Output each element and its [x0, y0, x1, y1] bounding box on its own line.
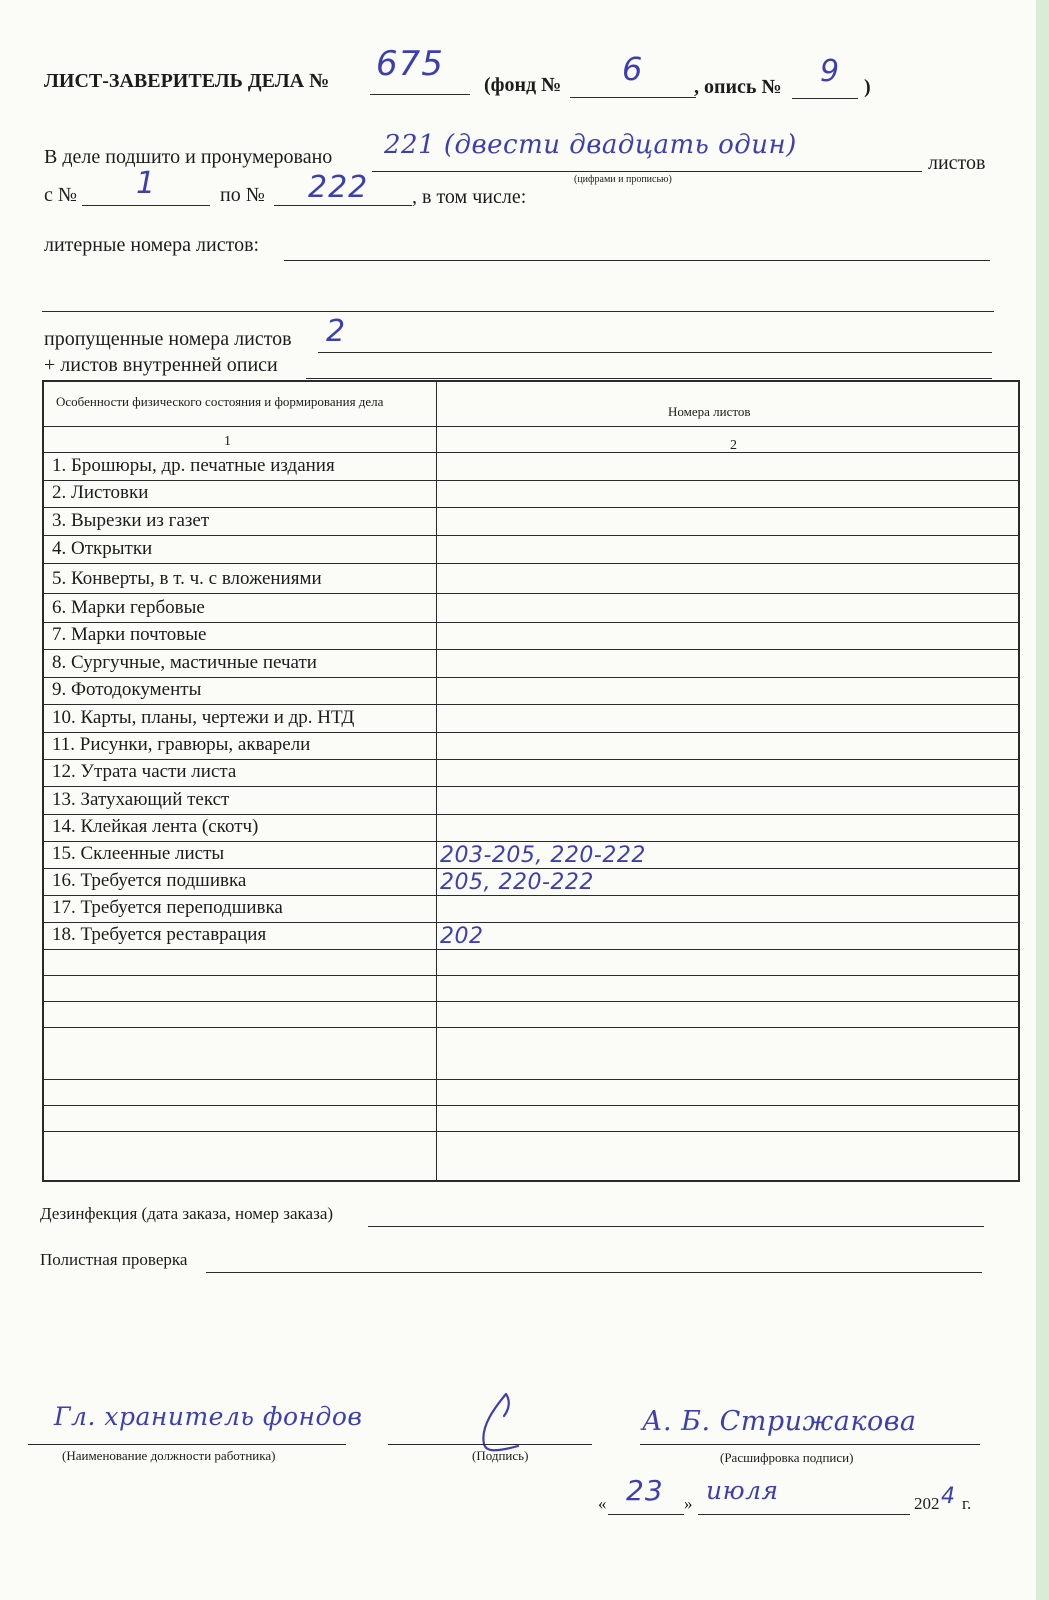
row-label: 14. Клейкая лента (скотч) [52, 816, 259, 837]
sheets-count-label: В деле подшито и пронумеровано [44, 146, 333, 168]
date-day: 23 [626, 1474, 664, 1507]
date-year-digit: 4 [941, 1484, 956, 1509]
table-row [44, 535, 1018, 563]
opis-number: 9 [820, 54, 841, 89]
position-caption: (Наименование должности работника) [62, 1448, 276, 1463]
sheets-count-caption: (цифрами и прописью) [574, 174, 672, 185]
table-row [44, 480, 1018, 507]
row-label: 18. Требуется реставрация [52, 924, 267, 945]
row-label: 5. Конверты, в т. ч. с вложениями [52, 568, 322, 589]
date-month-line [698, 1514, 910, 1515]
empty-row [44, 1131, 1018, 1132]
row-label: 13. Затухающий текст [52, 789, 230, 810]
row-value: 203-205, 220-222 [440, 843, 646, 868]
name-caption: (Расшифровка подписи) [720, 1450, 854, 1465]
table-row [44, 507, 1018, 535]
fond-label: (фонд № [484, 74, 562, 96]
table-row [44, 622, 1018, 649]
row-label: 10. Карты, планы, чертежи и др. НТД [52, 707, 355, 728]
table-row [44, 649, 1018, 677]
table-row [44, 814, 1018, 841]
row-label: 15. Склеенные листы [52, 843, 225, 864]
table-row [44, 922, 1018, 949]
table-row [44, 732, 1018, 759]
row-label: 12. Утрата части листа [52, 761, 237, 782]
disinfection-line [368, 1226, 984, 1227]
column-1-header: Особенности физического состояния и формирования дела [56, 394, 384, 409]
row-label: 8. Сургучные, мастичные печати [52, 652, 317, 673]
date-month: июля [706, 1476, 779, 1505]
inner-inventory-label: + листов внутренней описи [44, 354, 278, 376]
row-value: 205, 220-222 [440, 870, 594, 895]
row-label: 3. Вырезки из газет [52, 510, 210, 531]
condition-table [42, 380, 1020, 1182]
empty-row [44, 949, 1018, 950]
sheets-count-line [372, 171, 922, 172]
page-check-line [206, 1272, 982, 1273]
disinfection-label: Дезинфекция (дата заказа, номер заказа) [40, 1204, 334, 1223]
letter-numbers-line [284, 260, 990, 261]
fond-number: 6 [622, 50, 644, 88]
row-label: 4. Открытки [52, 538, 153, 559]
from-line [82, 205, 210, 206]
missing-numbers-label: пропущенные номера листов [44, 328, 292, 350]
sheets-count-value: 221 (двести двадцать один) [384, 130, 797, 160]
row-label: 7. Марки почтовые [52, 624, 207, 645]
fond-line [570, 97, 696, 98]
table-row [44, 593, 1018, 622]
case-number: 675 [376, 44, 444, 84]
from-value: 1 [136, 166, 157, 201]
letter-numbers-label: литерные номера листов: [44, 234, 260, 256]
to-label: по № [220, 184, 265, 206]
table-row [44, 452, 1018, 480]
position-line [28, 1444, 346, 1445]
to-value: 222 [308, 170, 369, 205]
case-number-line [370, 94, 470, 95]
signature-line [388, 1444, 592, 1445]
date-open-quote: « [598, 1494, 607, 1513]
missing-numbers-value: 2 [326, 314, 347, 349]
header-divider [44, 426, 1018, 427]
page-check-label: Полистная проверка [40, 1250, 188, 1269]
empty-row [44, 1105, 1018, 1106]
including-label: , в том числе: [412, 186, 527, 208]
column-2-header: Номера листов [668, 404, 751, 419]
position-handwritten: Гл. хранитель фондов [54, 1402, 363, 1431]
column-1-number: 1 [224, 434, 231, 449]
signature-caption: (Подпись) [472, 1448, 529, 1463]
table-row [44, 841, 1018, 868]
row-label: 11. Рисунки, гравюры, акварели [52, 734, 311, 755]
title: ЛИСТ-ЗАВЕРИТЕЛЬ ДЕЛА № [44, 70, 330, 92]
row-label: 1. Брошюры, др. печатные издания [52, 455, 335, 476]
empty-row [44, 1027, 1018, 1028]
empty-row [44, 1079, 1018, 1080]
opis-line [792, 98, 858, 99]
table-row [44, 786, 1018, 814]
date-close-quote: » [684, 1494, 693, 1513]
row-value: 202 [440, 924, 484, 949]
table-row [44, 759, 1018, 786]
column-2-number: 2 [730, 438, 737, 453]
missing-numbers-line [318, 352, 992, 353]
row-label: 9. Фотодокументы [52, 679, 202, 700]
date-suffix: г. [962, 1494, 972, 1513]
opis-label: , опись № [694, 76, 782, 98]
row-label: 2. Листовки [52, 482, 149, 503]
sheets-suffix: листов [928, 152, 986, 174]
from-label: с № [44, 184, 77, 206]
table-row [44, 868, 1018, 895]
name-handwritten: А. Б. Стрижакова [642, 1406, 917, 1437]
row-label: 6. Марки гербовые [52, 597, 205, 618]
name-line [640, 1444, 980, 1445]
table-row [44, 677, 1018, 704]
to-line [274, 205, 412, 206]
empty-row [44, 1001, 1018, 1002]
empty-row [44, 975, 1018, 976]
date-day-line [608, 1514, 684, 1515]
opis-closing: ) [864, 76, 871, 98]
table-row [44, 704, 1018, 732]
inner-inventory-line [306, 378, 992, 379]
date-year-prefix: 202 [914, 1494, 940, 1513]
table-row [44, 895, 1018, 922]
table-row [44, 563, 1018, 593]
letter-numbers-line-2 [42, 311, 994, 312]
row-label: 16. Требуется подшивка [52, 870, 247, 891]
row-label: 17. Требуется переподшивка [52, 897, 283, 918]
